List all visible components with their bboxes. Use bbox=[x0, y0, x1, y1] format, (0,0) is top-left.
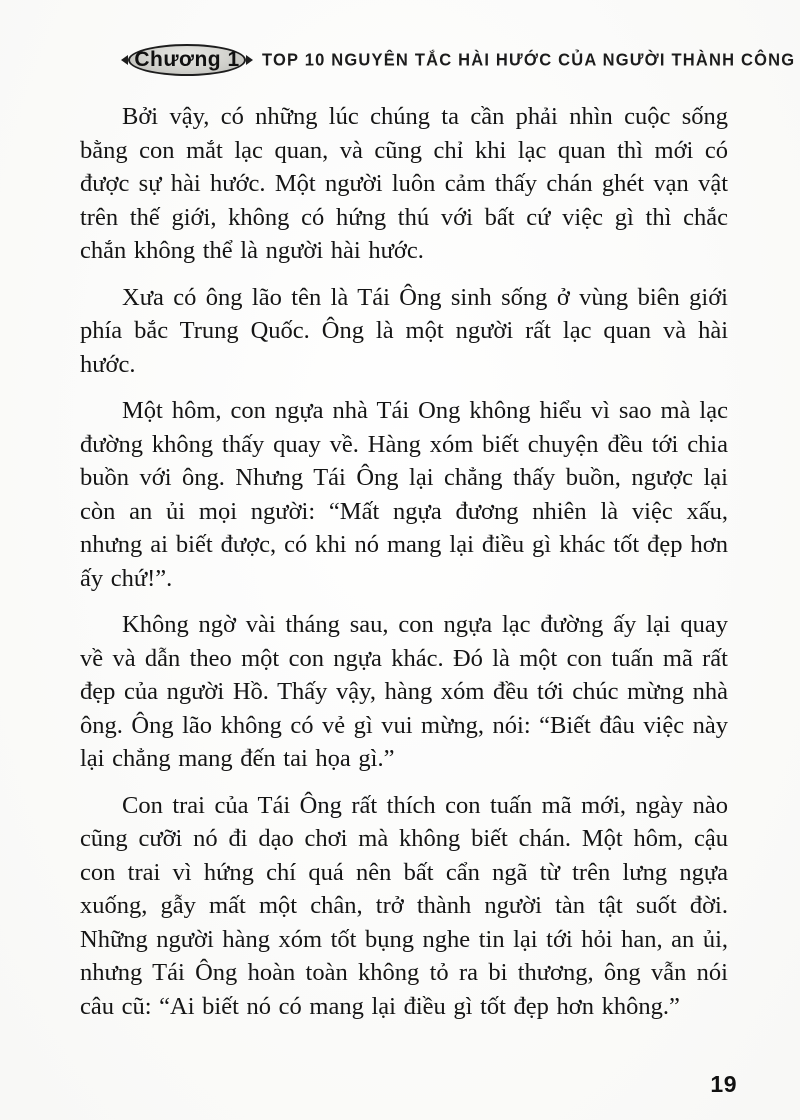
paragraph: Con trai của Tái Ông rất thích con tuấn mã mới, ngày nào cũng cưỡi nó đi dạo chơi mà không biết chán. Một hôm, cậu con trai vì hứng chí quá nên bất cẩn ngã từ trên lưng ngựa xuống, gẫy mất một chân, trở thành người tàn tật suốt đời. Những người hàng xóm tốt bụng nghe tin lại tới hỏi han, an ủi, nhưng Tái Ông hoàn toàn không tỏ ra bi thương, ông vẫn nói câu cũ: “Ai biết nó có mang lại điều gì tốt đẹp hơn không.” bbox=[80, 791, 728, 1020]
chapter-badge: Chương 1 bbox=[128, 44, 246, 76]
running-head bbox=[128, 44, 796, 76]
body-text bbox=[80, 100, 728, 1036]
paragraph: Không ngờ vài tháng sau, con ngựa lạc đường ấy lại quay về và dẫn theo một con ngựa khác. Đó là một con tuấn mã rất đẹp của người Hồ. Thấy vậy, hàng xóm đều tới chúc mừng nhà ông. Ông lão không có vẻ gì vui mừng, nói: “Biết đâu việc này lại chẳng mang đến tai họa gì.” bbox=[80, 611, 728, 772]
paragraph: Bởi vậy, có những lúc chúng ta cần phải nhìn cuộc sống bằng con mắt lạc quan, và cũng chỉ khi lạc quan thì mới có được sự hài hước. Một người luôn cảm thấy chán ghét vạn vật trên thế giới, không có hứng thú với bất cứ việc gì thì chắc chắn không thể là người hài hước. bbox=[80, 103, 728, 264]
paragraph: Xưa có ông lão tên là Tái Ông sinh sống ở vùng biên giới phía bắc Trung Quốc. Ông là một người rất lạc quan và hài hước. bbox=[80, 283, 728, 378]
paragraph: Một hôm, con ngựa nhà Tái Ong không hiểu vì sao mà lạc đường không thấy quay về. Hàng xóm biết chuyện đều tới chia buồn với ông. Nhưng Tái Ông lại chẳng thấy buồn, ngược lại còn an ủi mọi người: “Mất ngựa đương nhiên là việc xấu, nhưng ai biết được, có khi nó mang lại điều gì khác tốt đẹp hơn ấy chứ!”. bbox=[80, 397, 728, 592]
chapter-title: TOP 10 NGUYÊN TẮC HÀI HƯỚC CỦA NGƯỜI THÀNH CÔNG bbox=[262, 49, 796, 70]
page-number: 19 bbox=[710, 1071, 737, 1097]
